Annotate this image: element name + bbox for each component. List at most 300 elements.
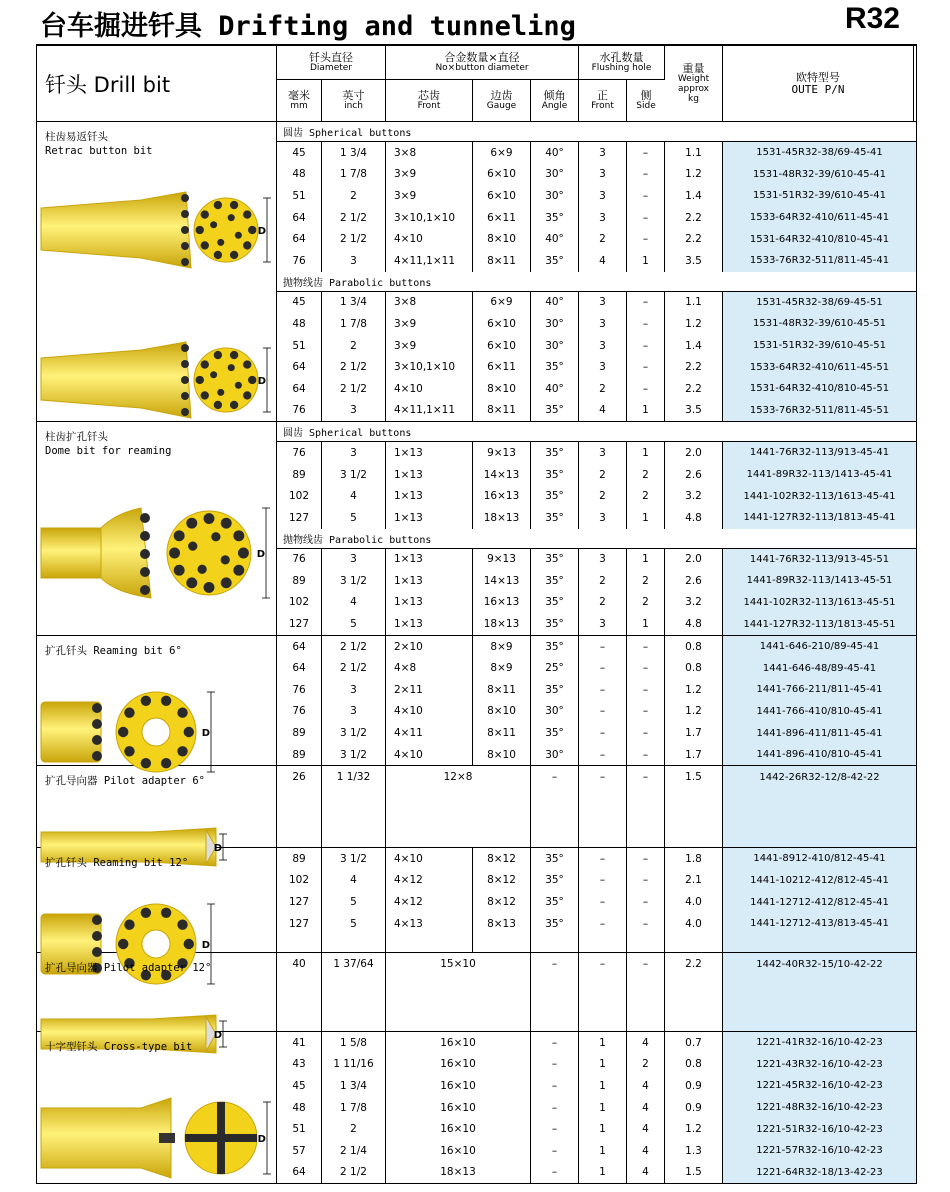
table-cell: – [579,913,627,935]
table-cell: 4×11 [386,722,473,744]
table-cell: 1442-40R32-15/10-42-22 [723,953,916,975]
table-cell: 45 [277,1075,322,1097]
table-cell: 3 [579,507,627,529]
table-cell: 1 [627,507,665,529]
table-cell: 3×9 [386,164,473,186]
table-cell: 3 [579,313,627,335]
table-cell: 1.2 [665,679,723,701]
table-cell: 3 1/2 [322,570,386,592]
table-cell: – [627,292,665,314]
table-cell: 64 [277,228,322,250]
table-cell: 16×10 [386,1054,531,1076]
table-cell: 4×10 [386,744,473,766]
table-cell: 40° [531,228,579,250]
table-cell: 1 [579,1118,627,1140]
table-cell: – [627,313,665,335]
table-cell: – [531,1054,579,1076]
table-cell: – [627,722,665,744]
table-cell: – [531,1097,579,1119]
table-cell: 3 [322,679,386,701]
product-section [37,122,916,422]
table-filler [277,788,916,847]
table-cell: 1×13 [386,613,473,635]
table-cell: 43 [277,1054,322,1076]
table-cell: 14×13 [473,464,531,486]
table-row [277,891,916,913]
table-cell: – [627,356,665,378]
table-cell: 3.2 [665,485,723,507]
table-cell: 89 [277,464,322,486]
table-cell: 51 [277,1118,322,1140]
section-name-zh: 十字型钎头 Cross-type bit [45,1041,193,1053]
table-cell: 76 [277,549,322,571]
table-cell: – [627,164,665,186]
table-row [277,870,916,892]
table-cell: 2 [627,1054,665,1076]
table-cell: 2.6 [665,464,723,486]
retrac-bit-illustration [41,158,273,419]
table-cell: 3 [579,335,627,357]
table-cell: 35° [531,207,579,229]
table-cell: 0.9 [665,1097,723,1119]
table-cell: 16×10 [386,1075,531,1097]
table-cell: 41 [277,1032,322,1054]
table-cell: 1 7/8 [322,164,386,186]
table-cell: 35° [531,891,579,913]
pilot-bit-illustration [41,802,273,855]
table-cell: – [627,657,665,679]
table-cell: – [579,870,627,892]
table-cell: 0.9 [665,1075,723,1097]
table-row [277,228,916,250]
table-row [277,378,916,400]
section-name-en: Dome bit for reaming [45,445,172,458]
table-cell: 89 [277,744,322,766]
table-cell: 1221-64R32-18/13-42-23 [723,1162,916,1184]
table-cell: 1531-51R32-39/610-45-51 [723,335,916,357]
table-row [277,1032,916,1054]
table-cell: 1.2 [665,313,723,335]
table-cell: 6×9 [473,142,531,164]
table-cell: 12×8 [386,766,531,788]
table-cell: 8×11 [473,400,531,422]
table-cell: 1 [627,442,665,464]
dimension-label: D [256,549,265,561]
table-cell: 2 [627,464,665,486]
table-cell: 1×13 [386,442,473,464]
table-row [277,722,916,744]
table-cell: 76 [277,701,322,723]
table-cell: 0.8 [665,1054,723,1076]
table-cell: 1.1 [665,292,723,314]
section-label [37,1032,277,1183]
table-cell: 4 [627,1097,665,1119]
table-cell: 4 [322,870,386,892]
product-section [37,422,916,636]
table-cell: 40° [531,292,579,314]
table-cell: 6×9 [473,292,531,314]
table-cell: 1 7/8 [322,313,386,335]
table-row [277,400,916,422]
table-cell: 2.2 [665,207,723,229]
table-cell: 35° [531,679,579,701]
table-cell: 35° [531,442,579,464]
table-cell: – [627,636,665,658]
table-cell: 1221-51R32-16/10-42-23 [723,1118,916,1140]
table-cell: 2.2 [665,953,723,975]
table-row [277,142,916,164]
table-cell: 5 [322,913,386,935]
table-cell: 4×8 [386,657,473,679]
table-row [277,1140,916,1162]
table-cell: 3 [579,142,627,164]
table-cell: – [579,766,627,788]
section-name-zh: 扩孔钎头 Reaming bit 6° [45,644,182,657]
product-section [37,848,916,953]
table-cell: 2.6 [665,570,723,592]
table-row [277,356,916,378]
table-cell: 26 [277,766,322,788]
ream6-bit-illustration [41,672,273,762]
dimension-label: D [201,940,210,952]
table-cell: 1442-26R32-12/8-42-22 [723,766,916,788]
table-cell: 1 [579,1032,627,1054]
table-cell: 1.2 [665,701,723,723]
table-cell: 35° [531,250,579,272]
table-cell: 1221-57R32-16/10-42-23 [723,1140,916,1162]
table-cell: 8×10 [473,744,531,766]
table-cell: 35° [531,870,579,892]
table-cell: 1×13 [386,464,473,486]
product-section [37,953,916,1042]
table-cell: 1×13 [386,592,473,614]
table-cell: – [531,766,579,788]
table-cell: 1×13 [386,570,473,592]
front-header: 芯齿 Front [386,80,473,122]
table-row [277,913,916,935]
pn-header: 欧特型号 OUTE P/N [723,46,914,122]
table-cell: 1221-41R32-16/10-42-23 [723,1032,916,1054]
dimension-label: D [257,1133,266,1145]
table-cell: 3×9 [386,335,473,357]
table-cell: 1 [579,1097,627,1119]
table-cell: 8×10 [473,378,531,400]
table-cell: 40° [531,142,579,164]
table-cell: 3 [579,207,627,229]
table-cell: 3 1/2 [322,848,386,870]
product-section [37,1032,916,1184]
table-cell: 35° [531,592,579,614]
table-cell: 51 [277,335,322,357]
table-cell: 1441-766-211/811-45-41 [723,679,916,701]
table-cell: 14×13 [473,570,531,592]
table-cell: 4.0 [665,891,723,913]
table-cell: 6×11 [473,207,531,229]
table-cell: 35° [531,636,579,658]
dimension-label: D [201,727,210,739]
table-row [277,701,916,723]
weight-header: 重量 Weight approx kg [665,46,723,122]
table-cell: – [531,1162,579,1184]
table-cell: 1531-64R32-410/810-45-51 [723,378,916,400]
table-cell: – [579,636,627,658]
table-cell: 4 [627,1075,665,1097]
table-cell: 8×12 [473,891,531,913]
table-cell: – [579,744,627,766]
table-row [277,185,916,207]
table-cell: 127 [277,613,322,635]
table-cell: 1441-646-210/89-45-41 [723,636,916,658]
section-label [37,422,277,635]
table-cell: 1 [627,400,665,422]
table-cell: 1441-10212-412/812-45-41 [723,870,916,892]
table-cell: 35° [531,848,579,870]
table-cell: 1 3/4 [322,142,386,164]
table-cell: – [531,953,579,975]
table-cell: 4×10 [386,378,473,400]
table-cell: 30° [531,335,579,357]
table-cell: 1.1 [665,142,723,164]
table-cell: – [627,185,665,207]
flush-front-header: 正 Front [579,80,627,122]
table-cell: – [627,679,665,701]
table-cell: 1441-76R32-113/913-45-41 [723,442,916,464]
table-cell: 4.8 [665,613,723,635]
table-cell: 8×9 [473,636,531,658]
table-cell: 3×8 [386,142,473,164]
dimension-label: D [257,375,266,387]
table-cell: 2 [322,185,386,207]
table-cell: 3 [322,549,386,571]
table-cell: 2 1/2 [322,636,386,658]
table-cell: 30° [531,164,579,186]
table-cell: 1 [579,1075,627,1097]
table-cell: 45 [277,142,322,164]
table-row [277,613,916,635]
table-row [277,744,916,766]
table-cell: 76 [277,250,322,272]
table-cell: 4 [627,1118,665,1140]
table-cell: 3 [322,250,386,272]
section-name-zh: 扩孔导向器 Pilot adapter 12° [45,962,212,975]
table-cell: 64 [277,207,322,229]
table-cell: 1441-127R32-113/1813-45-51 [723,613,916,635]
table-cell: 1533-64R32-410/611-45-51 [723,356,916,378]
table-cell: 8×11 [473,250,531,272]
table-cell: 1.3 [665,1140,723,1162]
table-cell: 6×10 [473,335,531,357]
table-row [277,507,916,529]
table-row [277,313,916,335]
table-cell: 1531-48R32-39/610-45-51 [723,313,916,335]
table-cell: – [627,701,665,723]
table-cell: 5 [322,613,386,635]
table-cell: 1.2 [665,1118,723,1140]
table-cell: 4×10 [386,848,473,870]
table-cell: 1×13 [386,507,473,529]
table-cell: 1441-12712-412/812-45-41 [723,891,916,913]
table-filler [277,975,916,1031]
table-cell: 2.2 [665,356,723,378]
table-cell: 2 [579,485,627,507]
table-cell: 3 [579,549,627,571]
table-cell: 8×12 [473,870,531,892]
table-cell: 3×10,1×10 [386,207,473,229]
table-cell: 16×10 [386,1097,531,1119]
table-cell: 1 [579,1140,627,1162]
table-cell: 2 1/2 [322,1162,386,1184]
table-cell: 1533-76R32-511/811-45-51 [723,400,916,422]
table-cell: – [579,891,627,913]
table-cell: 45 [277,292,322,314]
table-cell: 6×10 [473,185,531,207]
table-cell: 2.0 [665,442,723,464]
table-cell: 16×13 [473,485,531,507]
table-cell: 8×13 [473,913,531,935]
cross-bit-illustration [41,1068,273,1179]
table-cell: 3×9 [386,185,473,207]
table-cell: 4 [322,485,386,507]
table-cell: 1.8 [665,848,723,870]
table-cell: – [579,722,627,744]
table-cell: 102 [277,592,322,614]
table-cell: 1.4 [665,335,723,357]
table-cell: 76 [277,679,322,701]
table-cell: 4×12 [386,891,473,913]
table-cell: 9×13 [473,442,531,464]
table-cell: 1221-43R32-16/10-42-23 [723,1054,916,1076]
table-row [277,657,916,679]
section-name-en: Retrac button bit [45,145,153,158]
table-cell: 6×10 [473,164,531,186]
button-type-subheading: 抛物线齿 Parabolic buttons [277,272,916,292]
table-cell: 1441-102R32-113/1613-45-41 [723,485,916,507]
table-cell: 0.8 [665,657,723,679]
section-name-zh: 扩孔导向器 Pilot adapter 6° [45,775,205,788]
table-cell: 35° [531,613,579,635]
table-cell: 5 [322,891,386,913]
section-label [37,766,277,855]
table-cell: 1441-646-48/89-45-41 [723,657,916,679]
table-cell: 3 1/2 [322,464,386,486]
table-cell: 3.5 [665,400,723,422]
table-cell: – [531,1140,579,1162]
table-cell: 2 [627,570,665,592]
table-cell: 1.5 [665,1162,723,1184]
table-cell: 35° [531,400,579,422]
table-cell: 30° [531,313,579,335]
table-cell: 1441-102R32-113/1613-45-51 [723,592,916,614]
table-cell: 1531-51R32-39/610-45-41 [723,185,916,207]
table-cell: 2 1/2 [322,228,386,250]
table-cell: – [627,953,665,975]
table-cell: 40 [277,953,322,975]
table-cell: 51 [277,185,322,207]
table-row [277,766,916,788]
product-section [37,636,916,767]
table-cell: 16×10 [386,1032,531,1054]
table-cell: 35° [531,356,579,378]
table-cell: 1 [627,613,665,635]
section-name-zh: 扩孔钎头 Reaming bit 12° [45,857,189,870]
table-row [277,464,916,486]
table-cell: 64 [277,1162,322,1184]
table-cell: 3.2 [665,592,723,614]
section-heading: 钎头 Drill bit [37,46,277,121]
table-cell: 2.2 [665,228,723,250]
table-cell: 2 [627,592,665,614]
table-cell: 3 [322,400,386,422]
table-cell: 1 1/32 [322,766,386,788]
table-cell: 3×9 [386,313,473,335]
table-cell: 2 1/2 [322,207,386,229]
table-cell: 89 [277,848,322,870]
table-row [277,1118,916,1140]
pilot-bit-illustration [41,989,273,1042]
table-cell: 1441-8912-410/812-45-41 [723,848,916,870]
spec-table [36,44,917,1184]
model-code: R32 [844,2,900,35]
section-label [37,636,277,766]
table-cell: 16×13 [473,592,531,614]
table-cell: 40° [531,378,579,400]
table-cell: 25° [531,657,579,679]
ream12-bit-illustration [41,884,273,952]
table-cell: 8×11 [473,722,531,744]
table-cell: 3 [579,442,627,464]
table-cell: – [579,701,627,723]
table-cell: 4×11,1×11 [386,400,473,422]
table-cell: – [579,679,627,701]
table-cell: – [627,142,665,164]
table-cell: 1221-48R32-16/10-42-23 [723,1097,916,1119]
table-cell: 2 [322,1118,386,1140]
table-cell: – [627,744,665,766]
table-cell: 2 [579,464,627,486]
table-cell: 18×13 [386,1162,531,1184]
table-cell: 0.7 [665,1032,723,1054]
table-cell: 9×13 [473,549,531,571]
section-label [37,953,277,1042]
button-type-subheading: 抛物线齿 Parabolic buttons [277,529,916,549]
table-cell: 1221-45R32-16/10-42-23 [723,1075,916,1097]
table-cell: – [627,207,665,229]
table-cell: 1.7 [665,744,723,766]
flush-header: 水孔数量 Flushing hole [579,46,665,80]
section-label [37,848,277,952]
table-cell: 15×10 [386,953,531,975]
table-cell: 1441-89R32-113/1413-45-41 [723,464,916,486]
table-cell: 2 [579,228,627,250]
table-cell: 1×13 [386,485,473,507]
table-row [277,953,916,975]
table-cell: 1441-76R32-113/913-45-51 [723,549,916,571]
table-cell: 3 1/2 [322,722,386,744]
flush-side-header: 侧 Side [636,89,656,112]
table-cell: – [531,1075,579,1097]
table-cell: 1531-64R32-410/810-45-41 [723,228,916,250]
table-cell: 2.1 [665,870,723,892]
table-cell: 35° [531,722,579,744]
table-row [277,485,916,507]
table-cell: 30° [531,744,579,766]
table-cell: 4×10 [386,228,473,250]
table-cell: 1 7/8 [322,1097,386,1119]
table-cell: 35° [531,464,579,486]
table-cell: 3×10,1×10 [386,356,473,378]
table-cell: 4×10 [386,701,473,723]
table-row [277,848,916,870]
